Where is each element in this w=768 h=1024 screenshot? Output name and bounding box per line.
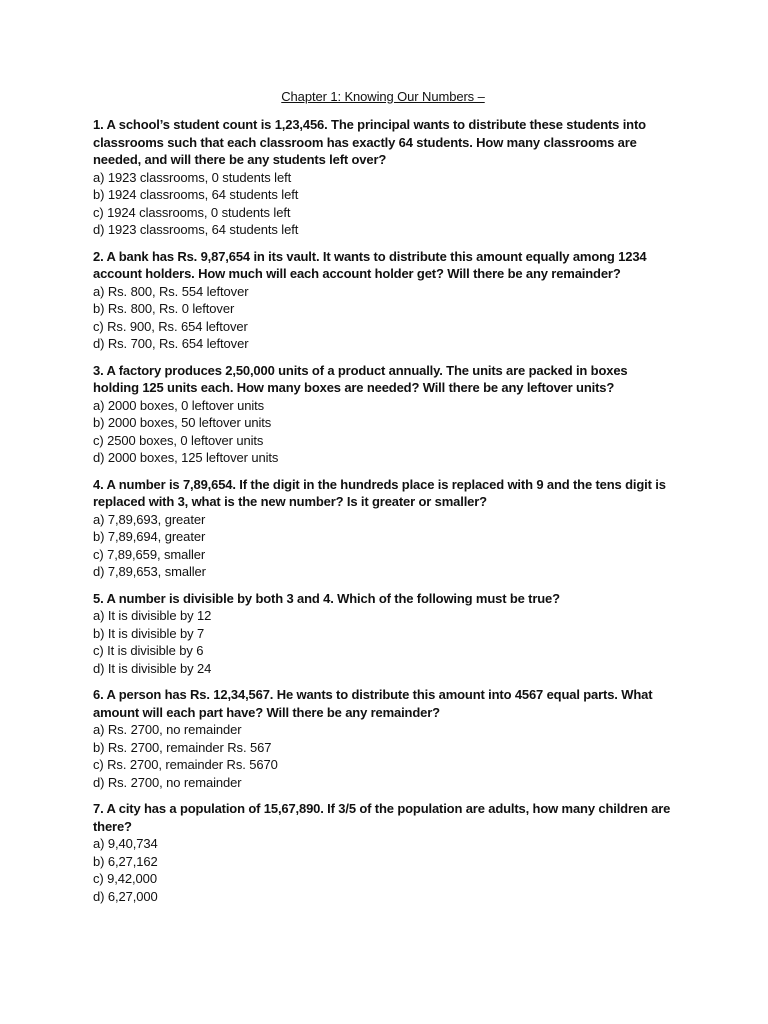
option-a: a) 7,89,693, greater: [93, 511, 206, 527]
option-b: b) Rs. 2700, remainder Rs. 567: [93, 739, 272, 755]
option-c: c) Rs. 900, Rs. 654 leftover: [93, 318, 248, 334]
question-5: [93, 590, 673, 678]
option-d: d) 6,27,000: [93, 888, 158, 904]
option-list: [93, 607, 673, 677]
option-b: b) 6,27,162: [93, 853, 158, 869]
question-text: 2. A bank has Rs. 9,87,654 in its vault. It wants to distribute this amount equally among 1234 account holders. How much will each account holder get? Will there be any remainder?: [93, 248, 647, 281]
option-d: d) 2000 boxes, 125 leftover units: [93, 450, 279, 465]
option-c: c) It is divisible by 6: [93, 643, 204, 658]
option-d: d) It is divisible by 24: [93, 660, 212, 676]
document-content: [93, 88, 673, 914]
question-6: [93, 686, 673, 791]
option-a: a) It is divisible by 12: [93, 608, 212, 623]
question-7: [93, 800, 673, 905]
option-c: c) Rs. 2700, remainder Rs. 5670: [93, 757, 278, 772]
option-b: b) 7,89,694, greater: [93, 529, 206, 544]
option-list: [93, 169, 673, 239]
question-text: 5. A number is divisible by both 3 and 4. Which of the following must be true?: [93, 590, 560, 606]
option-a: a) 9,40,734: [93, 836, 158, 851]
question-text: 7. A city has a population of 15,67,890. If 3/5 of the population are adults, how many children are there?: [93, 801, 671, 834]
option-d: d) Rs. 700, Rs. 654 leftover: [93, 336, 249, 351]
option-list: [93, 835, 673, 905]
question-1: [93, 116, 673, 239]
option-b: b) Rs. 800, Rs. 0 leftover: [93, 301, 235, 316]
option-b: b) It is divisible by 7: [93, 625, 205, 641]
question-2: [93, 248, 673, 353]
page-title: Chapter 1: Knowing Our Numbers –: [281, 89, 485, 104]
option-list: [93, 721, 673, 791]
option-b: b) 2000 boxes, 50 leftover units: [93, 415, 272, 430]
option-c: c) 1924 classrooms, 0 students left: [93, 204, 291, 220]
question-text: 1. A school’s student count is 1,23,456. The principal wants to distribute these students into classrooms such that each classroom has exactly 64 students. How many classrooms are needed, and will there be any students left over?: [93, 117, 646, 167]
option-a: a) 1923 classrooms, 0 students left: [93, 169, 292, 185]
question-text: 3. A factory produces 2,50,000 units of a product annually. The units are packed in boxes holding 125 units each. How many boxes are needed? Will there be any leftover units?: [93, 362, 628, 395]
option-list: [93, 283, 673, 353]
option-list: [93, 397, 673, 467]
option-a: a) 2000 boxes, 0 leftover units: [93, 397, 265, 413]
question-3: [93, 362, 673, 467]
question-text: 6. A person has Rs. 12,34,567. He wants to distribute this amount into 4567 equal parts. What amount will each part have? Will there be any remainder?: [93, 687, 653, 720]
option-a: a) Rs. 2700, no remainder: [93, 722, 242, 737]
option-d: d) 1923 classrooms, 64 students left: [93, 222, 299, 237]
option-d: d) Rs. 2700, no remainder: [93, 774, 242, 790]
question-4: [93, 476, 673, 581]
option-c: c) 9,42,000: [93, 871, 157, 886]
question-text: 4. A number is 7,89,654. If the digit in the hundreds place is replaced with 9 and the tens digit is replaced with 3, what is the new number? Is it greater or smaller?: [93, 476, 666, 509]
option-c: c) 7,89,659, smaller: [93, 546, 206, 562]
option-a: a) Rs. 800, Rs. 554 leftover: [93, 283, 249, 299]
option-c: c) 2500 boxes, 0 leftover units: [93, 432, 264, 448]
option-list: [93, 511, 673, 581]
option-d: d) 7,89,653, smaller: [93, 564, 206, 579]
option-b: b) 1924 classrooms, 64 students left: [93, 187, 299, 202]
